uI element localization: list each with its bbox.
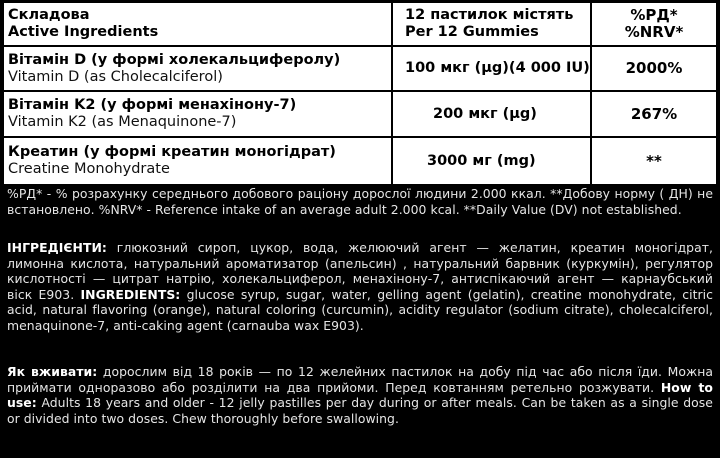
- ingredients-label-en: INGREDIENTS:: [80, 286, 181, 302]
- header-amount-en: Per 12 Gummies: [405, 24, 539, 40]
- header-percent-cell: [592, 3, 716, 47]
- row-percent: 2000%: [625, 59, 683, 77]
- header-amount-uk: 12 пастилок містять: [405, 7, 574, 23]
- row-creatine-amount: [393, 138, 592, 184]
- row-amount: 3000 мг (mg): [427, 152, 536, 169]
- ingredients-paragraph: [7, 240, 713, 334]
- row-name-en: Vitamin K2 (as Menaquinone-7): [8, 114, 237, 130]
- row-amount: 200 мкг (µg): [433, 105, 537, 122]
- row-vitamin-d-name: [4, 47, 393, 92]
- row-amount: 100 мкг (µg)(4 000 IU): [405, 60, 590, 76]
- ingredients-text-en: glucose syrup, sugar, water, gelling agent (gelatin), creatine monohydrate, citric acid, natural flavoring (orange), natural coloring (curcumin), acidity regulator (sodium citrate), cholecalciferol, menaquinone-7, anti-caking agent (carnauba wax E903).: [7, 286, 713, 333]
- row-name-en: Creatine Monohydrate: [8, 161, 170, 177]
- row-creatine-name: [4, 138, 393, 184]
- header-rd: %РД*: [630, 6, 678, 24]
- usage-paragraph: [7, 364, 713, 426]
- row-name-uk: Креатин (у формі креатин моногідрат): [8, 144, 336, 160]
- usage-label-en: How to use:: [7, 379, 713, 411]
- row-creatine-percent: [592, 138, 716, 184]
- usage-label-uk: Як вживати:: [7, 364, 98, 379]
- row-percent: 267%: [630, 104, 678, 123]
- row-vitamin-d-amount: [393, 47, 592, 92]
- ingredients-text-uk: глюкозний сироп, цукор, вода, желюючий агент — желатин, креатин моногідрат, лимонна кислота, натуральний ароматизатор (апельсин) , натуральний барвник (куркумін), регулятор кислотності — цитрат натрію, холекальциферол, менахінону-7, антиспікаючий агент — карнаубський віск Е903.: [7, 240, 713, 302]
- row-vitamin-k2-percent: [592, 92, 716, 138]
- header-amount-cell: [393, 3, 592, 47]
- usage-text-en: Adults 18 years and older - 12 jelly pastilles per day during or after meals. Can be taken as a single dose or divided into two doses. Chew thoroughly before swallowing.: [7, 395, 713, 426]
- footnotes: [7, 186, 713, 217]
- row-percent: **: [646, 151, 662, 170]
- row-name-en: Vitamin D (as Cholecalciferol): [8, 68, 223, 85]
- footnotes-text: %РД* - % розрахунку середнього добового раціону дорослої людини 2.000 ккал. **Добову норму ( ДН) не встановлено. %NRV* - Reference intake of an average adult 2.000 kcal. **Daily Value (DV) not established.: [7, 186, 713, 217]
- nutrition-table: [4, 3, 716, 184]
- header-name-en: Active Ingredients: [8, 24, 159, 40]
- header-ingredient-cell: [4, 3, 393, 47]
- header-nrv: %NRV*: [624, 23, 684, 41]
- row-vitamin-d-percent: [592, 47, 716, 92]
- header-name-uk: Складова: [8, 7, 90, 23]
- row-name-uk: Вітамін D (у формі холекальциферолу): [8, 51, 341, 68]
- row-vitamin-k2-name: [4, 92, 393, 138]
- ingredients-label-uk: ІНГРЕДІЄНТИ:: [7, 240, 107, 255]
- row-vitamin-k2-amount: [393, 92, 592, 138]
- usage-text-uk: дорослим від 18 років — по 12 желейних пастилок на добу під час або після їди. Можна приймати одноразово або розділити на два прийоми. Перед ковтанням ретельно розжувати.: [7, 364, 713, 395]
- row-name-uk: Вітамін K2 (у формі менахінону-7): [8, 97, 297, 113]
